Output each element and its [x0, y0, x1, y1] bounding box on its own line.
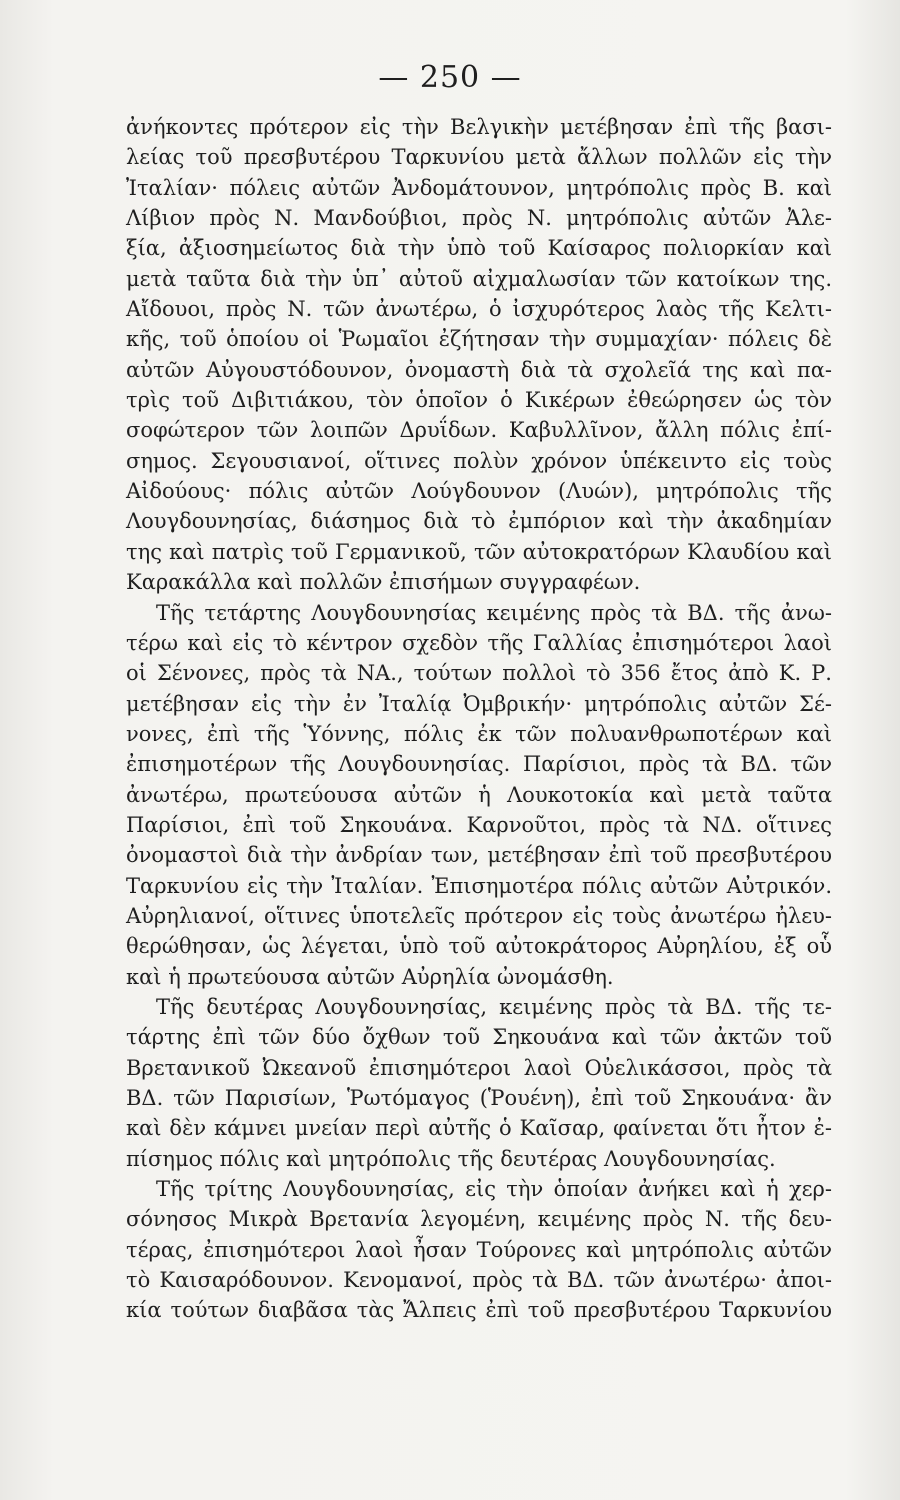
text-line: ὀνομαστοὶ διὰ τὴν ἀνδρίαν των, μετέβησαν ἐπὶ τοῦ πρεσβυτέρου [126, 843, 832, 868]
text-line: ξία, ἀξιοσημείωτος διὰ τὴν ὑπὸ τοῦ Καίσαρος πολιορκίαν καὶ [126, 236, 832, 261]
text-line: ἀνήκοντες πρότερον εἰς τὴν Βελγικὴν μετέβησαν ἐπὶ τῆς βασι- [126, 115, 832, 139]
text-line: Λουγδουνησίας, διάσημος διὰ τὸ ἐμπόριον καὶ τὴν ἀκαδημίαν [126, 509, 832, 534]
text-line: Λίβιον πρὸς Ν. Μανδούβιοι, πρὸς Ν. μητρόπολις αὐτῶν Ἀλε- [126, 206, 832, 231]
text-line: μετέβησαν εἰς τὴν ἐν Ἰταλίᾳ Ὀμβρικήν· μητρόπολις αὐτῶν Σέ- [126, 691, 832, 716]
paragraph-first-line: Τῆς δευτέρας Λουγδουνησίας, κειμένης πρὸς τὰ ΒΔ. τῆς τε- [156, 994, 832, 1019]
text-line: ἀνωτέρω, πρωτεύουσα αὐτῶν ἡ Λουκοτοκία καὶ μετὰ ταῦτα [126, 782, 832, 807]
text-line: πίσημος πόλις καὶ μητρόπολις τῆς δευτέρας Λουγδουνησίας. [126, 1146, 776, 1171]
text-line: της καὶ πατρὶς τοῦ Γερμανικοῦ, τῶν αὐτοκρατόρων Κλαυδίου καὶ [126, 539, 832, 564]
text-line: τρὶς τοῦ Διβιτιάκου, τὸν ὁποῖον ὁ Κικέρων ἐθεώρησεν ὡς τὸν [126, 388, 832, 413]
text-line: σημος. Σεγουσιανοί, οἵτινες πολὺν χρόνον ὑπέκειντο εἰς τοὺς [126, 448, 832, 473]
text-line: τέρω καὶ εἰς τὸ κέντρον σχεδὸν τῆς Γαλλίας ἐπισημότεροι λαοὶ [126, 630, 832, 655]
text-line: Ἰταλίαν· πόλεις αὐτῶν Ἀνδομάτουνον, μητρόπολις πρὸς Β. καὶ [126, 175, 832, 200]
text-line: κῆς, τοῦ ὁποίου οἱ Ῥωμαῖοι ἐζήτησαν τὴν συμμαχίαν· πόλεις δὲ [126, 327, 832, 352]
text-line: αὐτῶν Αὐγουστόδουνον, ὀνομαστὴ διὰ τὰ σχολεῖά της καὶ πα- [126, 357, 832, 382]
text-line: Ταρκυνίου εἰς τὴν Ἰταλίαν. Ἐπισημοτέρα πόλις αὐτῶν Αὐτρικόν. [126, 873, 832, 898]
body-text [126, 112, 832, 1326]
text-line: μετὰ ταῦτα διὰ τὴν ὑπ᾽ αὐτοῦ αἰχμαλωσίαν τῶν κατοίκων της. [126, 266, 832, 291]
paragraph-first-line: Τῆς τρίτης Λουγδουνησίας, εἰς τὴν ὁποίαν ἀνήκει καὶ ἡ χερ- [156, 1177, 832, 1202]
text-line: λείας τοῦ πρεσβυτέρου Ταρκυνίου μετὰ ἄλλων πολλῶν εἰς τὴν [126, 145, 832, 170]
paragraph-first-line: Τῆς τετάρτης Λουγδουνησίας κειμένης πρὸς τὰ ΒΔ. τῆς ἀνω- [156, 600, 832, 625]
text-line: ΒΔ. τῶν Παρισίων, Ῥωτόμαγος (Ῥουένη), ἐπὶ τοῦ Σηκουάνα· ἂν [126, 1086, 832, 1110]
text-line: Αἰδούους· πόλις αὐτῶν Λούγδουνον (Λυών), μητρόπολις τῆς [126, 479, 832, 504]
text-line: νονες, ἐπὶ τῆς Ὑόννης, πόλις ἐκ τῶν πολυανθρωποτέρων καὶ [126, 721, 832, 746]
text-line: Αἴδουοι, πρὸς Ν. τῶν ἀνωτέρω, ὁ ἰσχυρότερος λαὸς τῆς Κελτι- [126, 297, 832, 322]
text-line: τὸ Καισαρόδουνον. Κενομανοί, πρὸς τὰ ΒΔ. τῶν ἀνωτέρω· ἀποι- [126, 1268, 832, 1293]
text-line: τέρας, ἐπισημότεροι λαοὶ ἦσαν Τούρονες καὶ μητρόπολις αὐτῶν [126, 1237, 832, 1262]
text-line: Αὐρηλιανοί, οἵτινες ὑποτελεῖς πρότερον εἰς τοὺς ἀνωτέρω ἠλευ- [126, 903, 832, 928]
text-line: θερώθησαν, ὡς λέγεται, ὑπὸ τοῦ αὐτοκράτορος Αὐρηλίου, ἐξ οὗ [126, 934, 832, 959]
text-line: καὶ δὲν κάμνει μνείαν περὶ αὐτῆς ὁ Καῖσαρ, φαίνεται ὅτι ἦτον ἐ- [126, 1116, 832, 1141]
text-line: κία τούτων διαβᾶσα τὰς Ἄλπεις ἐπὶ τοῦ πρεσβυτέρου Ταρκυνίου [126, 1298, 832, 1323]
text-line: καὶ ἡ πρωτεύουσα αὐτῶν Αὐρηλία ὠνομάσθη. [126, 964, 614, 989]
text-line: Βρετανικοῦ Ὠκεανοῦ ἐπισημότεροι λαοὶ Οὐελικάσσοι, πρὸς τὰ [126, 1055, 832, 1080]
text-line: Παρίσιοι, ἐπὶ τοῦ Σηκουάνα. Καρνοῦτοι, πρὸς τὰ ΝΔ. οἵτινες [126, 812, 832, 837]
text-line: ἐπισημοτέρων τῆς Λουγδουνησίας. Παρίσιοι, πρὸς τὰ ΒΔ. τῶν [126, 752, 832, 777]
text-line: τάρτης ἐπὶ τῶν δύο ὄχθων τοῦ Σηκουάνα καὶ τῶν ἀκτῶν τοῦ [126, 1025, 832, 1050]
text-line: Καρακάλλα καὶ πολλῶν ἐπισήμων συγγραφέων. [126, 570, 641, 595]
text-line: οἱ Σένονες, πρὸς τὰ ΝΑ., τούτων πολλοὶ τὸ 356 ἔτος ἀπὸ Κ. Ρ. [126, 661, 832, 686]
text-line: σοφώτερον τῶν λοιπῶν Δρυΐδων. Καβυλλῖνον, ἄλλη πόλις ἐπί- [126, 418, 832, 443]
text-line: σόνησος Μικρὰ Βρετανία λεγομένη, κειμένης πρὸς Ν. τῆς δευ- [126, 1207, 832, 1232]
page-number: — 250 — [378, 60, 522, 95]
